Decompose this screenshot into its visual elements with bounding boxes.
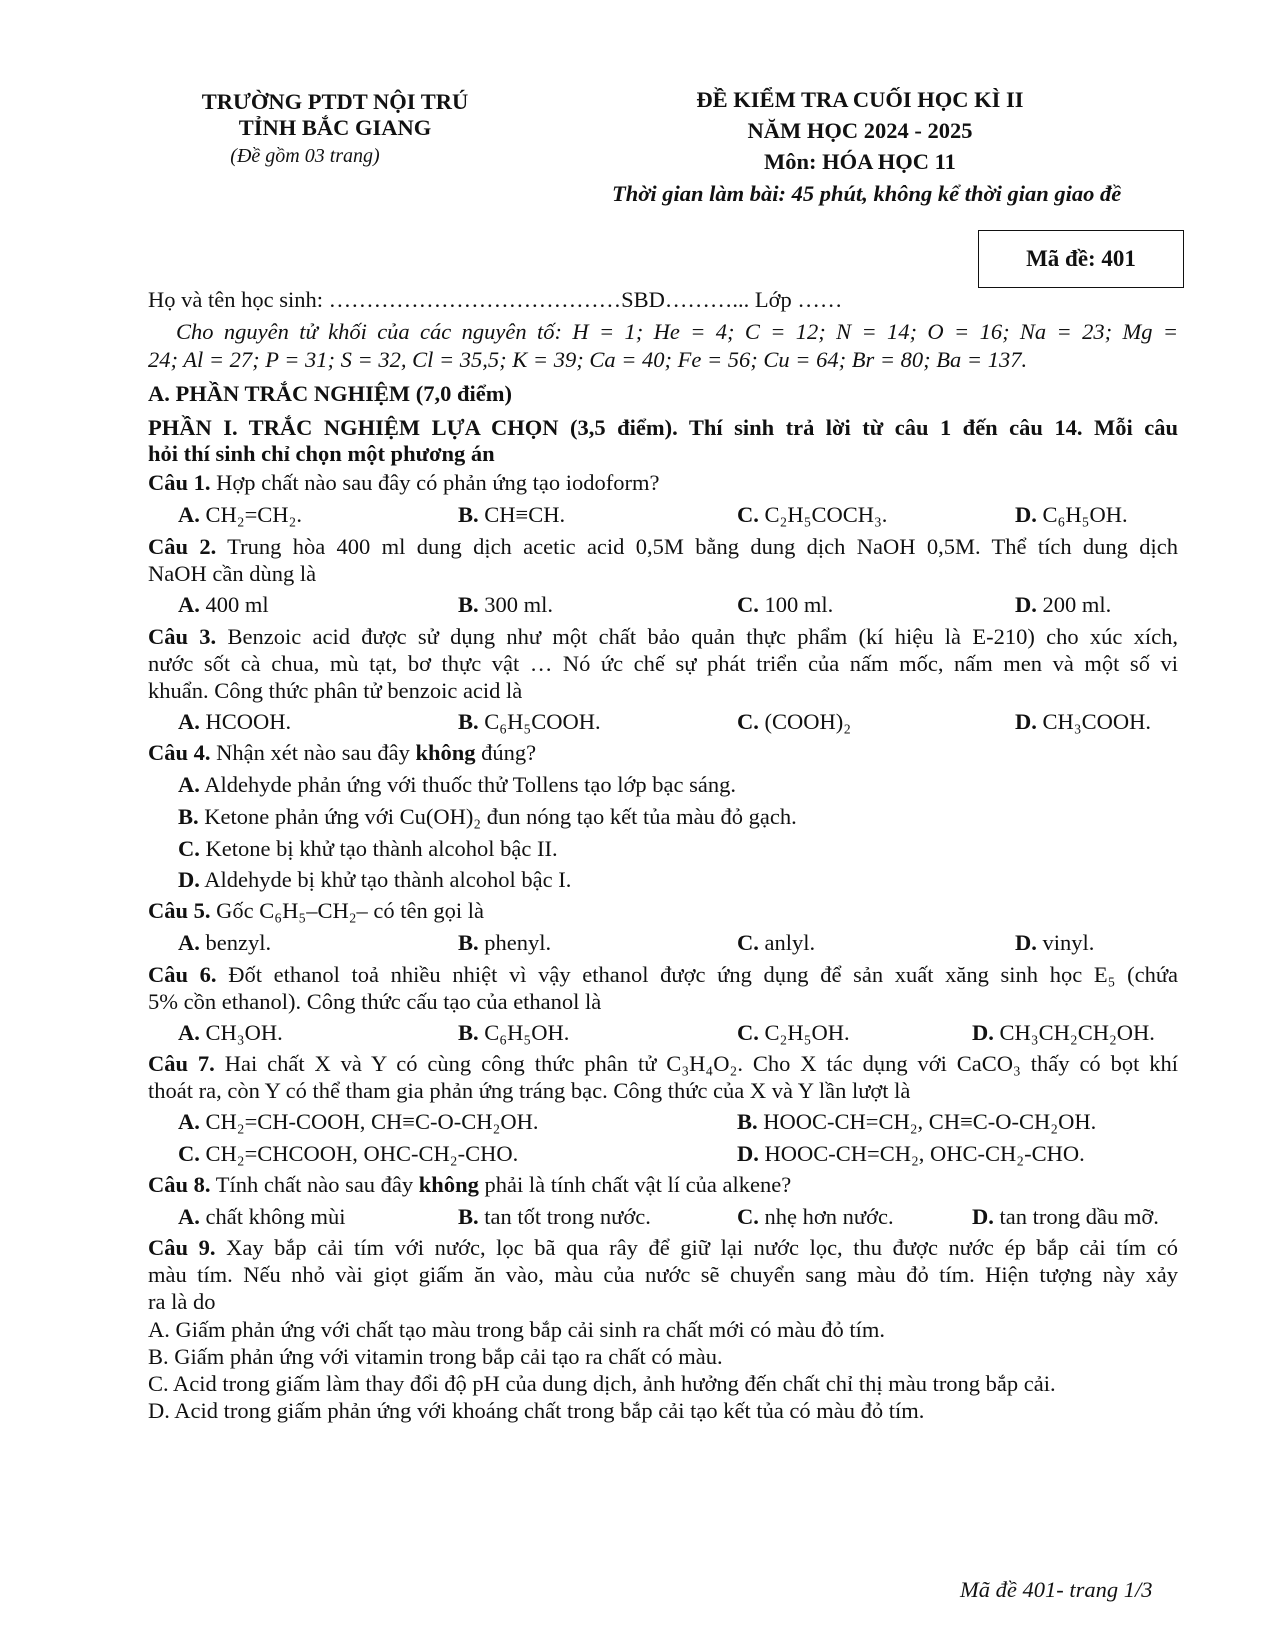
option-text: 400 ml [205,592,269,617]
q5-option-c [737,929,815,957]
q9-option-d: D. Acid trong giấm phản ứng với khoáng chất trong bắp cải tạo kết tủa có màu đỏ tím. [148,1398,925,1423]
option-text: 300 ml. [484,592,554,617]
option-text: CH₂=CH-COOH, CH≡C-O-CH₂OH. [205,1109,539,1134]
q8-option-b [458,1203,651,1231]
question-8 [148,1171,1178,1199]
option-key: D. [972,1204,994,1229]
q6-option-a [178,1019,283,1047]
question-text: Đốt ethanol toả nhiều nhiệt vì vậy ethanol được ứng dụng để sản xuất xăng sinh học E₅ (chứa [228,962,1179,987]
q9-option-b: B. Giấm phản ứng với vitamin trong bắp cải tạo ra chất có màu. [148,1344,723,1369]
option-text: HCOOH. [205,709,292,734]
question-7 [148,1050,1178,1078]
question-label: Câu 4. [148,740,211,765]
q1-option-a [178,501,302,529]
option-key: A. [178,592,200,617]
school-name-line2: TỈNH BẮC GIANG [238,115,432,140]
option-text: nhẹ hơn nước. [764,1204,894,1229]
page-footer: Mã đề 401- trang 1/3 [960,1577,1153,1602]
question-label: Câu 5. [148,898,211,923]
option-text: CH₂=CHCOOH, OHC-CH₂-CHO. [205,1141,519,1166]
option-key: D. [737,1141,759,1166]
q2-option-d [1015,591,1111,619]
option-text: Aldehyde bị khử tạo thành alcohol bậc I. [204,867,572,892]
option-key: B. [458,592,479,617]
question-3 [148,623,1178,651]
option-key: B. [458,709,479,734]
q2-option-b [458,591,553,619]
option-text: CH₂=CH₂. [205,502,303,527]
question-7-line2: thoát ra, còn Y có thể tham gia phản ứng tráng bạc. Công thức của X và Y lần lượt là [148,1078,911,1103]
question-emphasis: không [418,1172,479,1197]
option-key: A. [178,1109,200,1134]
time-note: Thời gian làm bài: 45 phút, không kể thời gian giao đề [612,181,1122,206]
question-emphasis: không [415,740,476,765]
exam-title: ĐỀ KIỂM TRA CUỐI HỌC KÌ II [696,87,1024,112]
option-key: C. [178,1141,200,1166]
q8-option-a [178,1203,345,1231]
atomic-mass-line1: Cho nguyên tử khối của các nguyên tố: H = 1; He = 4; C = 12; N = 14; O = 16; Na = 23; Mg = [176,319,1178,344]
q4-option-c [178,835,558,863]
section-a-title: A. PHẦN TRẮC NGHIỆM (7,0 điểm) [148,381,512,406]
option-text: HOOC-CH=CH₂, CH≡C-O-CH₂OH. [763,1109,1097,1134]
q1-option-d [1015,501,1128,529]
question-text: Benzoic acid được sử dụng như một chất bảo quản thực phẩm (kí hiệu là E-210) cho xúc xích, [227,624,1179,649]
option-text: 200 ml. [1042,592,1112,617]
option-key: A. [178,772,200,797]
option-key: C. [737,930,759,955]
q7-option-c [178,1140,518,1168]
question-text: Xay bắp cải tím với nước, lọc bã qua rây để giữ lại nước lọc, thu được nước ép bắp cải tím có [226,1235,1178,1260]
question-text: Hai chất X và Y có cùng công thức phân tử C₃H₄O₂. Cho X tác dụng với CaCO₃ thấy có bọt khí [224,1051,1179,1076]
question-label: Câu 3. [148,624,217,649]
option-key: B. [458,1204,479,1229]
option-key: C. [737,1020,759,1045]
q4-option-d [178,866,571,894]
option-text: benzyl. [205,930,272,955]
option-text: phenyl. [484,930,552,955]
q9-option-c: C. Acid trong giấm làm thay đổi độ pH của dung dịch, ảnh hưởng đến chất chỉ thị màu trong bắp cải. [148,1371,1056,1396]
option-text: C₆H₅OH. [1042,502,1128,527]
question-label: Câu 1. [148,470,211,495]
q7-option-a [178,1108,538,1136]
option-key: C. [178,836,200,861]
question-label: Câu 2. [148,534,217,559]
question-9 [148,1234,1178,1262]
question-text: Nhận xét nào sau đây [216,740,410,765]
q5-option-a [178,929,271,957]
q4-option-b [178,803,797,831]
option-text: Aldehyde phản ứng với thuốc thử Tollens tạo lớp bạc sáng. [204,772,736,797]
option-key: D. [1015,592,1037,617]
option-text: CH₃CH₂CH₂OH. [999,1020,1155,1045]
question-label: Câu 9. [148,1235,216,1260]
option-key: B. [458,1020,479,1045]
q8-option-d [972,1203,1159,1231]
option-key: C. [737,709,759,734]
option-key: D. [972,1020,994,1045]
question-label: Câu 6. [148,962,217,987]
option-key: B. [737,1109,758,1134]
option-text: 100 ml. [764,592,834,617]
q2-option-c [737,591,833,619]
option-key: A. [178,1020,200,1045]
option-text: C₂H₅COCH₃. [764,502,888,527]
option-text: (COOH)₂ [764,709,852,734]
q4-option-a [178,771,736,799]
q6-option-d [972,1019,1155,1047]
q3-option-d [1015,708,1151,736]
option-text: chất không mùi [205,1204,346,1229]
student-info-line: Họ và tên học sinh: …………………………………SBD………... Lớp …… [148,287,843,312]
q2-option-a [178,591,269,619]
option-text: HOOC-CH=CH₂, OHC-CH₂-CHO. [764,1141,1085,1166]
school-name-line1: TRƯỜNG PTDT NỘI TRÚ [201,89,469,114]
option-text: CH₃COOH. [1042,709,1151,734]
question-text: Tính chất nào sau đây [215,1172,414,1197]
part1-title-line1: PHẦN I. TRẮC NGHIỆM LỰA CHỌN (3,5 điểm). Thí sinh trả lời từ câu 1 đến câu 14. Mỗi câu [148,415,1178,440]
question-4 [148,739,1178,767]
option-text: CH₃OH. [205,1020,283,1045]
option-key: C. [737,502,759,527]
exam-code: Mã đề: 401 [1026,246,1136,271]
q9-option-a: A. Giấm phản ứng với chất tạo màu trong bắp cải sinh ra chất mới có màu đỏ tím. [148,1317,886,1342]
option-text: CH≡CH. [484,502,566,527]
option-key: A. [178,502,200,527]
question-9-line2: màu tím. Nếu nhỏ vài giọt giấm ăn vào, màu của nước sẽ chuyển sang màu đỏ tím. Hiện tượng này xảy [148,1262,1178,1287]
part1-title-line2: hỏi thí sinh chỉ chọn một phương án [148,441,495,466]
question-5 [148,897,1178,925]
option-text: C₂H₅OH. [764,1020,850,1045]
question-2-line2: NaOH cần dùng là [148,561,317,586]
question-label: Câu 8. [148,1172,211,1197]
q6-option-c [737,1019,850,1047]
school-year: NĂM HỌC 2024 - 2025 [747,118,973,143]
option-key: C. [737,1204,759,1229]
q7-option-b [737,1108,1096,1136]
option-key: D. [1015,709,1037,734]
q5-option-d [1015,929,1094,957]
option-text: tan tốt trong nước. [484,1204,651,1229]
question-2 [148,533,1178,561]
page-count-note: (Đề gồm 03 trang) [230,145,380,167]
option-text: vinyl. [1042,930,1095,955]
q1-option-c [737,501,887,529]
exam-code-box [978,230,1184,288]
option-text: Ketone bị khử tạo thành alcohol bậc II. [205,836,558,861]
q3-option-c [737,708,851,736]
option-text: anlyl. [764,930,816,955]
option-key: B. [458,502,479,527]
option-key: D. [1015,930,1037,955]
option-key: D. [1015,502,1037,527]
question-6-line2: 5% cồn ethanol). Công thức cấu tạo của ethanol là [148,989,602,1014]
option-text: C₆H₅COOH. [484,709,601,734]
question-3-line2: nước sốt cà chua, mù tạt, bơ thực vật … Nó ức chế sự phát triển của nấm mốc, nấm men và một số vi [148,651,1178,676]
option-text: tan trong dầu mỡ. [999,1204,1159,1229]
option-key: D. [178,867,200,892]
question-text-end: phải là tính chất vật lí của alkene? [484,1172,792,1197]
question-text: Hợp chất nào sau đây có phản ứng tạo iodoform? [216,470,660,495]
option-key: A. [178,930,200,955]
q3-option-a [178,708,291,736]
subject: Môn: HÓA HỌC 11 [764,149,956,174]
question-label: Câu 7. [148,1051,215,1076]
option-key: A. [178,1204,200,1229]
option-key: B. [458,930,479,955]
question-text: Trung hòa 400 ml dung dịch acetic acid 0,5M bằng dung dịch NaOH 0,5M. Thể tích dung dịch [227,534,1178,559]
option-key: B. [178,804,199,829]
q1-option-b [458,501,565,529]
q8-option-c [737,1203,894,1231]
option-text: Ketone phản ứng với Cu(OH)₂ đun nóng tạo kết tủa màu đỏ gạch. [204,804,797,829]
atomic-mass-line2: 24; Al = 27; P = 31; S = 32, Cl = 35,5; K = 39; Ca = 40; Fe = 56; Cu = 64; Br = 80; Ba = 137. [148,347,1028,372]
q6-option-b [458,1019,569,1047]
question-text: Gốc C₆H₅–CH₂– có tên gọi là [216,898,485,923]
option-key: A. [178,709,200,734]
option-text: C₆H₅OH. [484,1020,570,1045]
question-9-line3: ra là do [148,1289,216,1314]
question-6 [148,961,1178,989]
question-text-end: đúng? [481,740,537,765]
q5-option-b [458,929,551,957]
question-1 [148,469,1178,497]
q7-option-d [737,1140,1085,1168]
option-key: C. [737,592,759,617]
question-3-line3: khuẩn. Công thức phân tử benzoic acid là [148,678,523,703]
q3-option-b [458,708,601,736]
